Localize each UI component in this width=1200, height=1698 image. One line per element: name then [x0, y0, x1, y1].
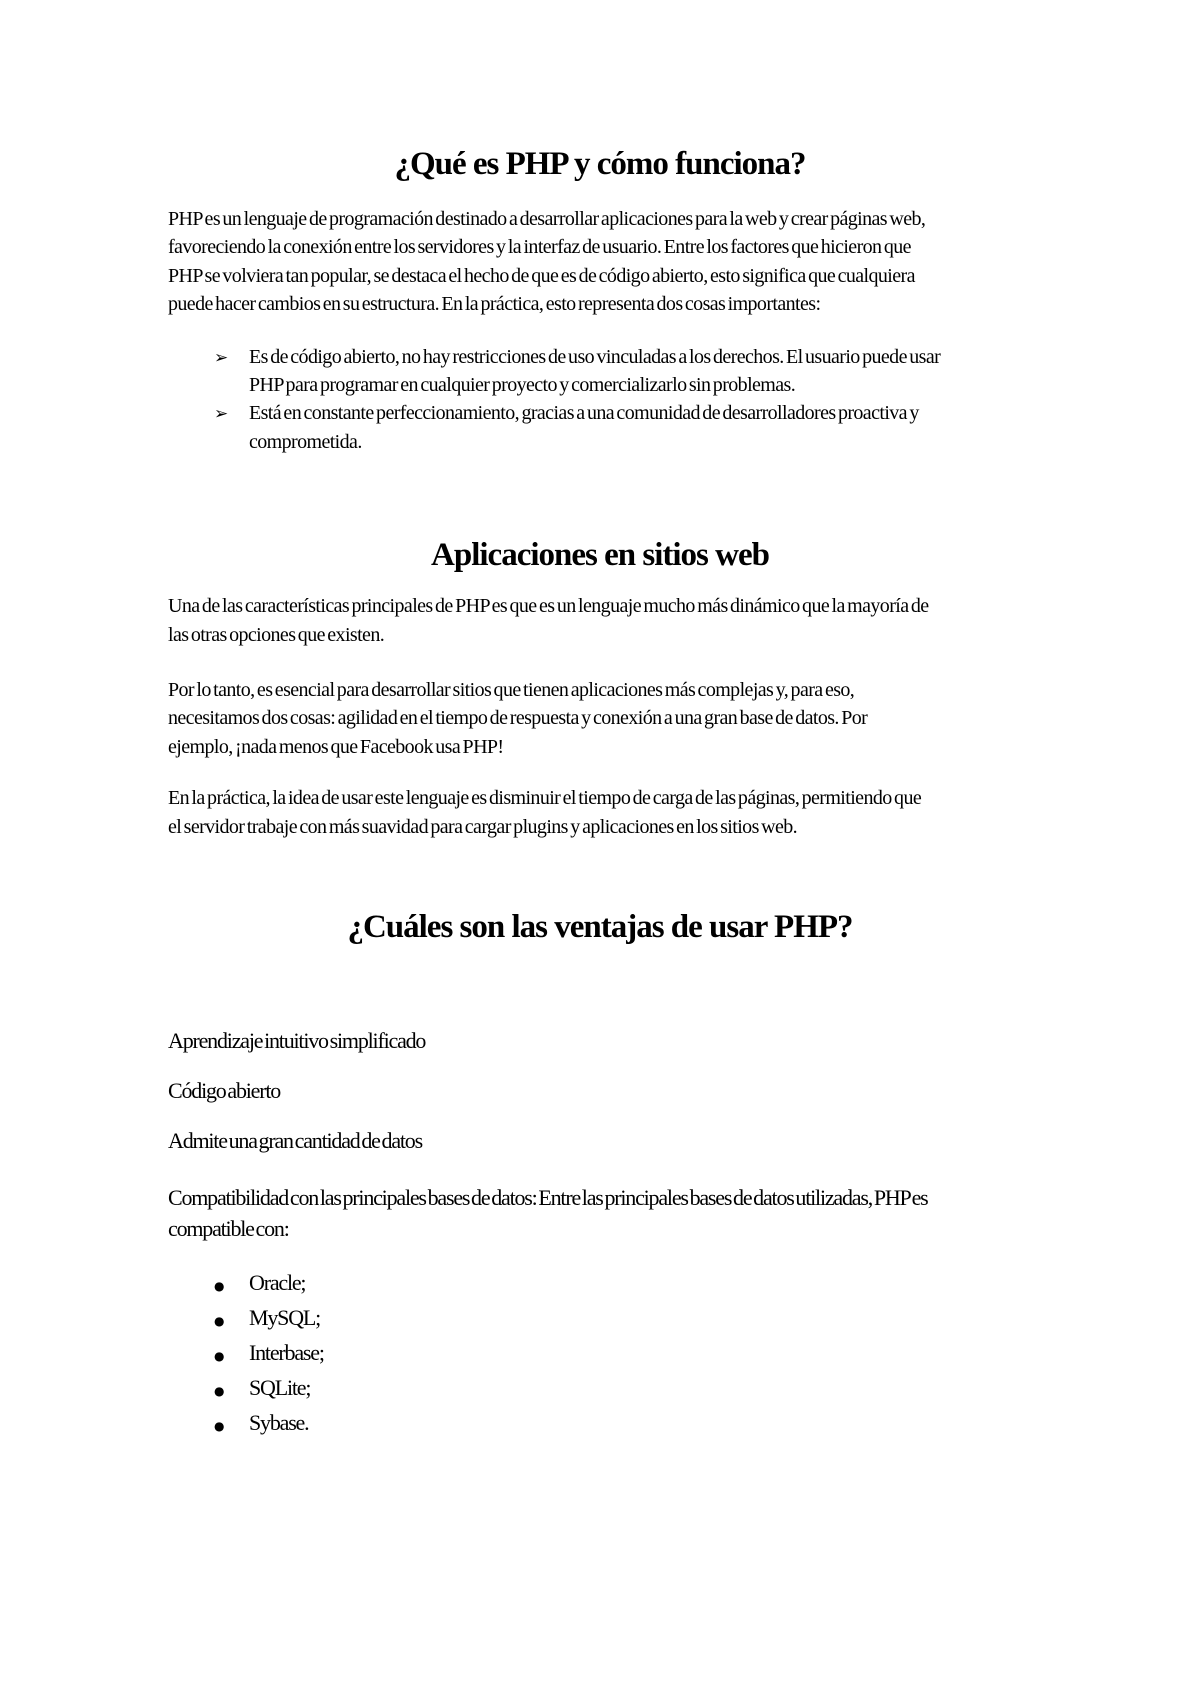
list-item-text: Es de código abierto, no hay restricciones de uso vinculadas a los derechos. El usuario puede usar PHP para programar en cualquier proyecto y comercializarlo sin problemas.	[249, 345, 941, 397]
arrow-bullet-icon: ➢	[214, 347, 228, 368]
disc-bullet-icon: ●	[214, 1384, 224, 1399]
disc-bullet-icon: ●	[214, 1314, 224, 1329]
paragraph: En la práctica, la idea de usar este lenguaje es disminuir el tiempo de carga de las páginas, permitiendo que el servidor trabaje con más suavidad para cargar plugins y aplicaciones en los sitios web.	[168, 787, 922, 838]
php-features-list	[214, 343, 1032, 457]
list-item-text: Está en constante perfeccionamiento, gracias a una comunidad de desarrolladores proactiva y comprometida.	[249, 402, 919, 453]
advantage-line: Aprendizaje intuitivo simplificado	[168, 1028, 426, 1054]
advantage-line: Código abierto	[168, 1078, 281, 1104]
intro-paragraph: PHP es un lenguaje de programación destinado a desarrollar aplicaciones para la web y crear páginas web, favoreciendo la conexión entre los servidores y la interfaz de usuario. Entre los factores que hicieron que PHP se volviera tan popular, se destaca el hecho de que es de código abierto, esto significa que cualquiera puede hacer cambios en su estructura. En la práctica, esto representa dos cosas importantes:	[168, 208, 926, 316]
advantage-line-compatibility: Compatibilidad con las principales bases de datos: Entre las principales bases de datos utilizadas, PHP es compatible con:	[168, 1185, 928, 1242]
paragraph: Una de las características principales de PHP es que es un lenguaje mucho más dinámico que la mayoría de las otras opciones que existen.	[168, 595, 929, 646]
database-list-item	[214, 1267, 1032, 1302]
list-item	[214, 343, 1032, 400]
database-list-item	[214, 1372, 1032, 1407]
heading-ventajas: ¿Cuáles son las ventajas de usar PHP?	[347, 909, 853, 946]
list-item	[214, 399, 1032, 456]
heading-aplicaciones: Aplicaciones en sitios web	[431, 537, 769, 574]
paragraph: Por lo tanto, es esencial para desarrollar sitios que tienen aplicaciones más complejas y, para eso, necesitamos dos cosas: agilidad en el tiempo de respuesta y conexión a una gran base de datos. Por ejemplo, ¡nada menos que Facebook usa PHP!	[168, 679, 868, 758]
database-name: SQLite;	[249, 1375, 311, 1401]
disc-bullet-icon: ●	[214, 1349, 224, 1364]
database-name: Sybase.	[249, 1410, 309, 1436]
database-list	[214, 1267, 1032, 1442]
disc-bullet-icon: ●	[214, 1279, 224, 1294]
database-list-item	[214, 1302, 1032, 1337]
heading-que-es-php: ¿Qué es PHP y cómo funciona?	[394, 146, 806, 182]
database-name: Oracle;	[249, 1270, 306, 1296]
advantage-line: Admite una gran cantidad de datos	[168, 1128, 422, 1154]
database-name: MySQL;	[249, 1305, 321, 1331]
arrow-bullet-icon: ➢	[214, 404, 228, 425]
database-list-item	[214, 1407, 1032, 1442]
database-list-item	[214, 1337, 1032, 1372]
disc-bullet-icon: ●	[214, 1419, 224, 1434]
database-name: Interbase;	[249, 1340, 324, 1366]
